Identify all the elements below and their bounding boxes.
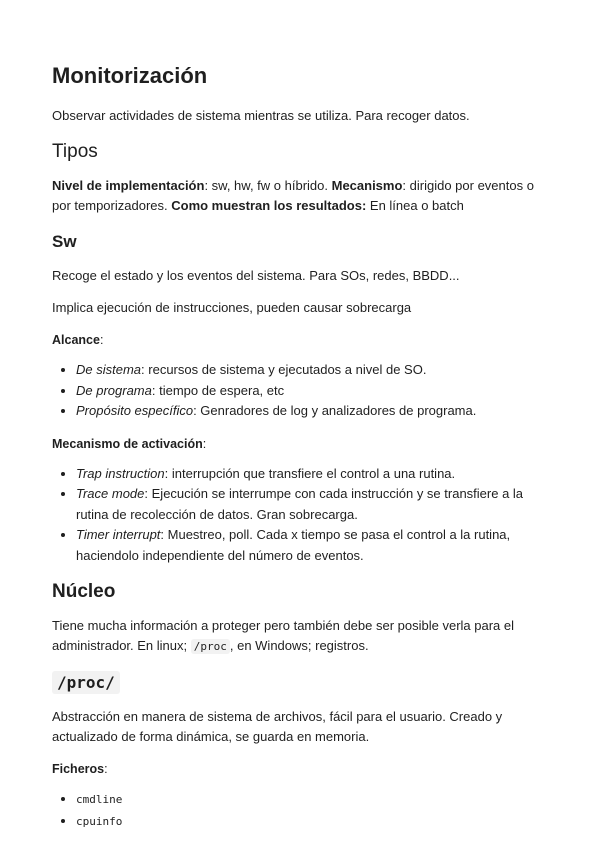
list-item [76, 360, 548, 381]
section-heading-sw: Sw [52, 232, 77, 251]
list-item [76, 401, 548, 422]
resultados-text: En línea o batch [366, 198, 464, 213]
fichero-name: cpuinfo [76, 814, 123, 828]
list-item-text: : Genradores de log y analizadores de programa. [193, 403, 477, 418]
mecanismo-text: : dirigido por eventos o por temporizadores. [52, 178, 534, 213]
list-item [76, 811, 548, 833]
list-item [76, 484, 548, 525]
sw-paragraph-2: Implica ejecución de instrucciones, pueden causar sobrecarga [52, 300, 412, 315]
alcance-label: Alcance [52, 333, 100, 347]
intro-paragraph: Observar actividades de sistema mientras se utiliza. Para recoger datos. [52, 108, 470, 123]
proc-heading-code: /proc/ [52, 671, 120, 694]
ficheros-colon: : [104, 762, 108, 776]
list-item-term: Trap instruction [76, 465, 165, 481]
mecanismo-activacion-colon: : [202, 436, 207, 451]
list-item-text: : interrupción que transfiere el control a una rutina. [164, 465, 456, 481]
list-item [76, 464, 548, 485]
list-item-text: : Muestreo, poll. Cada x tiempo se pasa el control a la rutina, haciendolo independiente del número de eventos. [76, 527, 511, 563]
page-title: Monitorización [52, 63, 208, 88]
tipos-paragraph [52, 176, 548, 216]
nucleo-text-a: Tiene mucha información a proteger pero también debe ser posible verla para el administrador. En linux; [52, 618, 515, 653]
nivel-text: : sw, hw, fw o híbrido. [204, 178, 332, 193]
list-item-term: Timer interrupt [76, 527, 161, 542]
list-item [76, 789, 548, 811]
list-item-term: De programa [76, 382, 152, 398]
section-heading-tipos: Tipos [52, 141, 98, 162]
list-item-term: Trace mode [76, 486, 145, 501]
list-item-term: De sistema [76, 362, 142, 377]
mecanismo-activacion-label: Mecanismo de activación [52, 436, 203, 451]
mecanismo-list [52, 464, 548, 567]
mecanismo-activacion-label-line [52, 434, 548, 454]
ficheros-list [52, 789, 548, 832]
ficheros-label: Ficheros [52, 762, 105, 776]
list-item-text: : tiempo de espera, etc [151, 382, 285, 398]
list-item [76, 525, 548, 566]
alcance-list [52, 360, 548, 422]
list-item-text: : recursos de sistema y ejecutados a nivel de SO. [141, 362, 427, 377]
resultados-label: Como muestran los resultados: [171, 198, 367, 213]
nucleo-text-b: , en Windows; registros. [229, 638, 369, 653]
alcance-label-line [52, 330, 548, 350]
ficheros-label-line [52, 759, 548, 779]
proc-paragraph: Abstracción en manera de sistema de archivos, fácil para el usuario. Creado y actualizado de forma dinámica, se guarda en memoria. [52, 709, 503, 744]
nucleo-paragraph [52, 616, 548, 657]
alcance-colon: : [99, 333, 104, 347]
section-heading-nucleo: Núcleo [52, 581, 116, 602]
section-heading-proc [52, 669, 548, 697]
list-item-text: : Ejecución se interrumpe con cada instrucción y se transfiere a la rutina de recolección de datos. Gran sobrecarga. [76, 486, 524, 522]
proc-inline-code: /proc [191, 639, 230, 654]
sw-paragraph-1: Recoge el estado y los eventos del sistema. Para SOs, redes, BBDD... [52, 268, 460, 283]
nivel-label: Nivel de implementación [52, 178, 205, 193]
list-item-term: Propósito específico [76, 403, 194, 418]
list-item [76, 381, 548, 402]
fichero-name: cmdline [76, 793, 123, 806]
mecanismo-label: Mecanismo [331, 178, 403, 193]
